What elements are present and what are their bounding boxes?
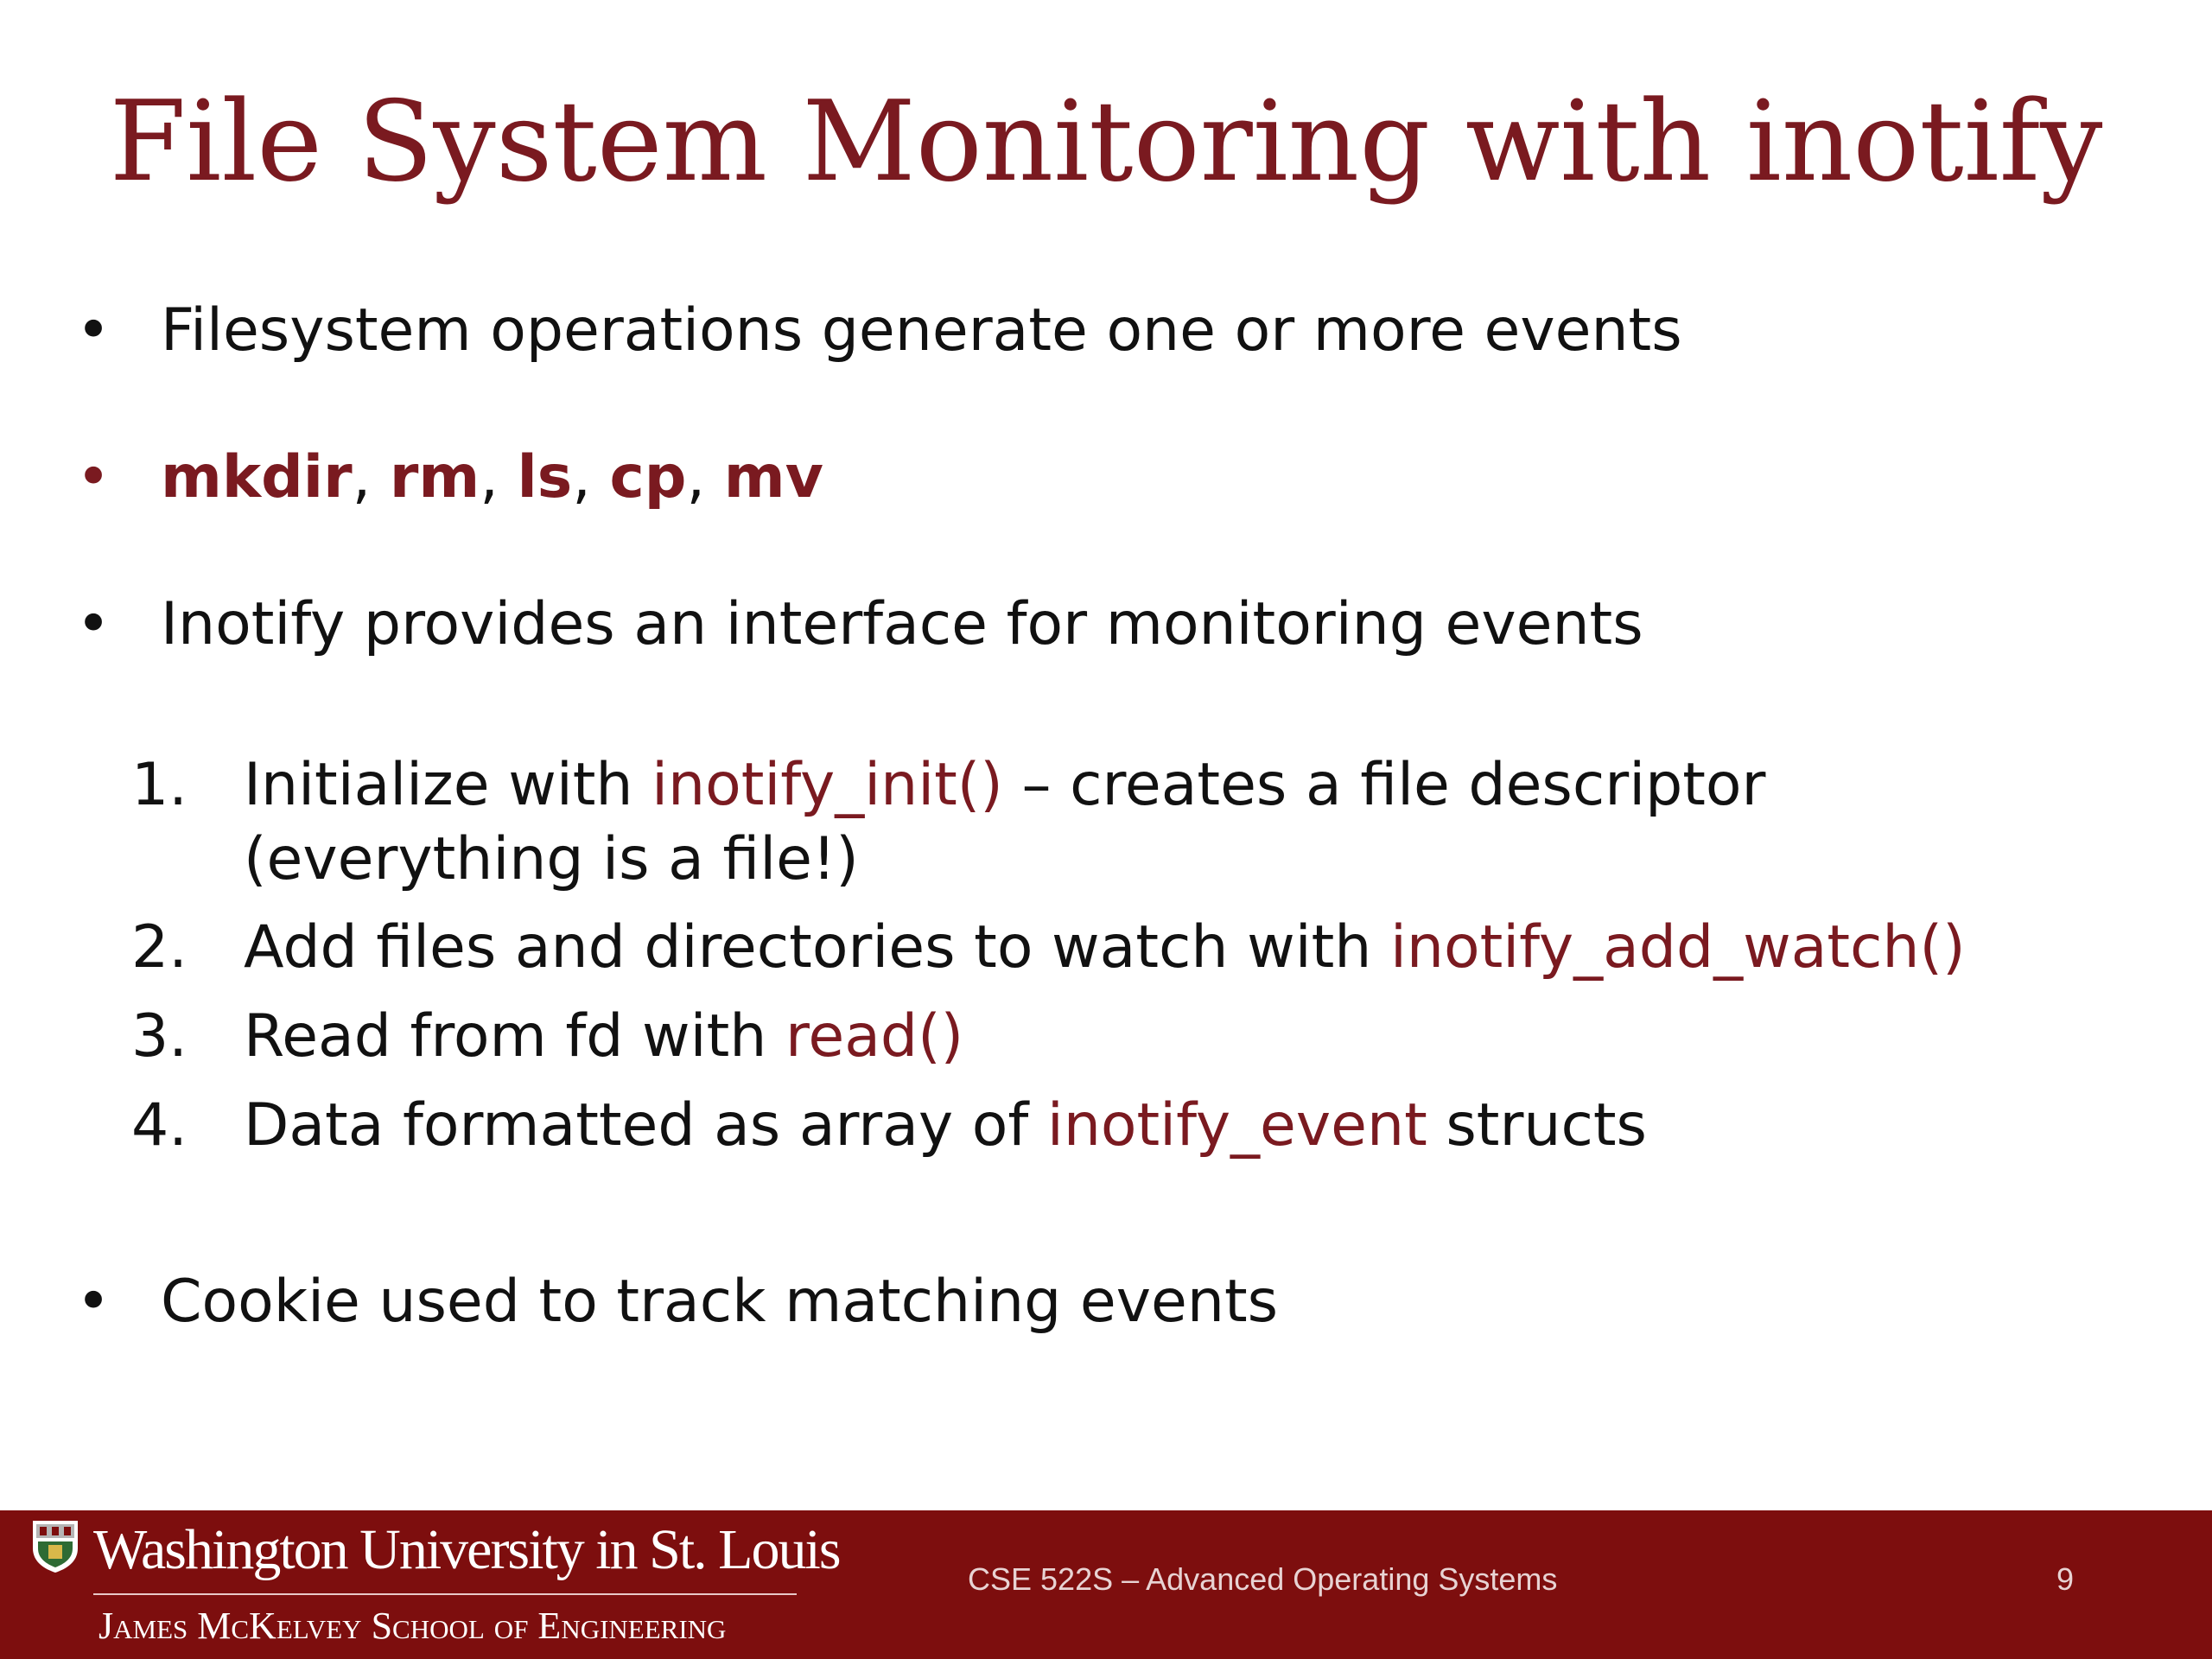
bullet-text: Cookie used to track matching events [161,1268,1279,1336]
item-text-post: structs [1427,1091,1647,1160]
item-number: 2. [131,913,188,982]
item-text [244,911,1966,985]
item-number: 3. [131,1002,188,1071]
item-text [244,1000,963,1074]
item-text-pre: Read from fd with [244,1002,785,1071]
separator: , [480,443,518,512]
item-number: 1. [131,751,188,819]
course-title: CSE 522S – Advanced Operating Systems [968,1561,1558,1597]
page-number: 9 [2056,1561,2075,1597]
command-mkdir: mkdir [161,443,353,512]
code-inotify-event: inotify_event [1046,1091,1427,1160]
separator: , [352,443,390,512]
bullet-text: Inotify provides an interface for monitoring events [161,590,1643,658]
command-cp: cp [609,443,687,512]
slide-title: File System Monitoring with inotify [109,78,2103,207]
item-number: 4. [131,1091,188,1160]
bullet-marker: • [76,590,111,658]
command-mv: mv [723,443,823,512]
slide-footer [0,1510,2212,1659]
school-name: James McKelvey School of Engineering [99,1605,727,1647]
code-read: read() [785,1002,964,1071]
bullet-marker: • [76,443,111,512]
code-inotify-add-watch: inotify_add_watch() [1389,913,1966,982]
item-text-pre: Initialize with [244,751,652,819]
command-ls: ls [517,443,573,512]
university-crest-icon [31,1519,79,1574]
command-list [161,441,823,515]
item-text [244,1089,1647,1163]
separator: , [686,443,724,512]
item-text-post: – creates a file descriptor [1002,751,1766,819]
bullet-marker: • [76,1268,111,1336]
university-name: Washington University in St. Louis [93,1518,840,1581]
code-inotify-init: inotify_init() [652,751,1003,819]
logo-divider [93,1593,797,1595]
item-text [244,748,1765,823]
command-rm: rm [389,443,480,512]
bullet-text: Filesystem operations generate one or more events [161,296,1682,365]
item-text-line2: (everything is a file!) [244,825,859,893]
item-text-pre: Add files and directories to watch with [244,913,1390,982]
item-text-pre: Data formatted as array of [244,1091,1047,1160]
bullet-marker: • [76,296,111,365]
separator: , [572,443,610,512]
